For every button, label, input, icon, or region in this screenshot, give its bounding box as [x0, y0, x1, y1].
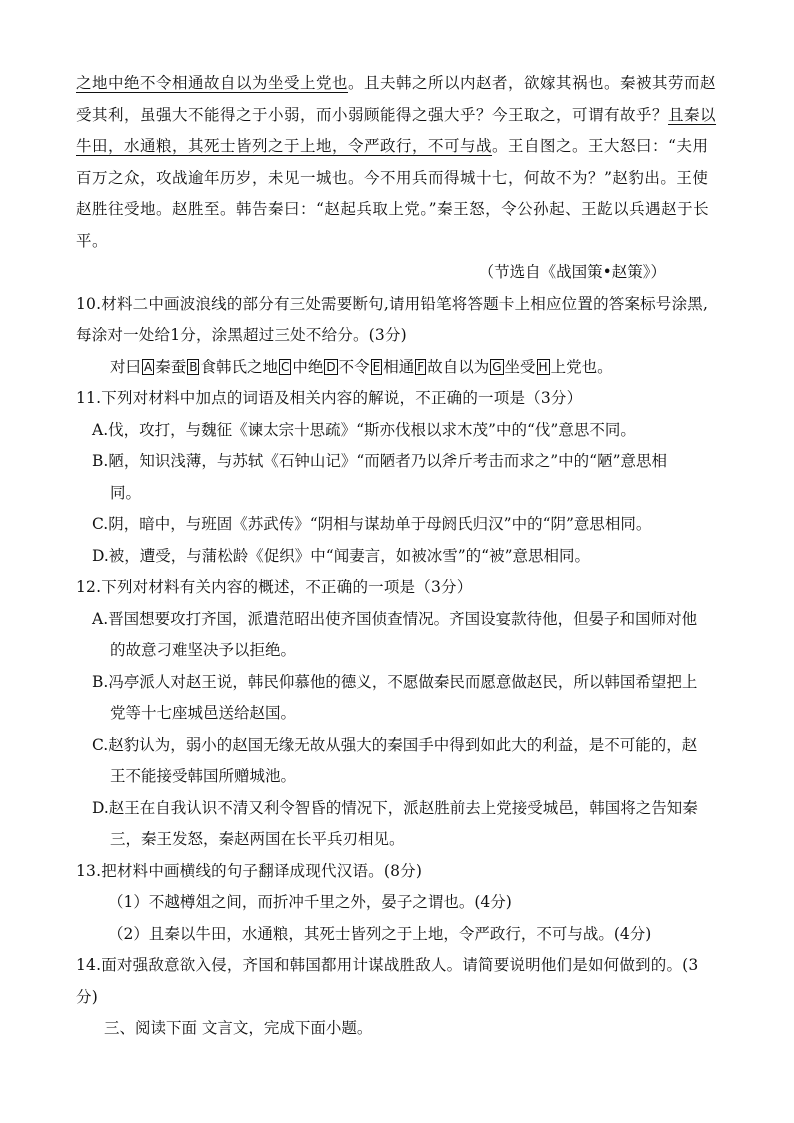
question-11-option-d: D.被，遭受，与蒲松龄《促织》中“闻妻言，如被冰雪”的“被”意思相同。 [92, 546, 591, 565]
question-13-stem: 13.把材料中画横线的句子翻译成现代汉语。(8分) [76, 861, 423, 880]
question-12-option-d: D.赵王在自我认识不清又利令智昏的情况下，派赵胜前去上党接受城邑，韩国将之告知秦 [92, 798, 698, 817]
wavy-underlined-text: 之地中绝不令相通故自以为坐受上党也 [76, 74, 349, 92]
underlined-sentence: 牛田，水通粮，其死士皆列之于上地，令严政行，不可与战 [76, 137, 493, 155]
question-10-stem: 10.材料二中画波浪线的部分有三处需要断句,请用铅笔将答题卡上相应位置的答案标号涂黑, [76, 294, 709, 313]
question-11-option-c: C.阴，暗中，与班固《苏武传》“阴相与谋劫单于母阏氏归汉”中的“阴”意思相同。 [92, 515, 652, 533]
answer-mark-f: F [417, 359, 425, 374]
question-12-option-d-cont: 三，秦王发怒，秦赵两国在长平兵刃相见。 [110, 830, 405, 848]
question-10-segments: 对曰 A 秦蚕 B 食韩氏之地 C 中绝 D 不令 E 相通 F 故自以为 G 坐受 H 上党也。 [110, 357, 613, 376]
section-three-heading: 三、阅读下面 文言文，完成下面小题。 [104, 1019, 373, 1037]
answer-mark-h: H [538, 359, 548, 374]
question-11-option-b: B.陋，知识浅薄，与苏轼《石钟山记》“而陋者乃以斧斤考击而求之”中的“陋”意思相 [92, 452, 668, 470]
question-13-sentence-1: （1）不越樽俎之间，而折冲千里之外，晏子之谓也。(4分) [108, 893, 512, 911]
question-13-sentence-2: （2）且秦以牛田，水通粮，其死士皆列之于上地，令严政行，不可与战。(4分) [108, 924, 652, 943]
question-10-stem-cont: 每涂对一处给1分，涂黑超过三处不给分。(3分) [76, 326, 407, 344]
question-12-option-a: A.晋国想要攻打齐国，派遣范昭出使齐国侦查情况。齐国设宴款待他，但晏子和国师对他 [92, 609, 698, 628]
answer-mark-a: A [144, 359, 153, 374]
answer-mark-c: C [281, 359, 290, 374]
underlined-sentence: 且秦以 [668, 105, 717, 124]
question-12-option-b: B.冯亭派人对赵王说，韩民仰慕他的德义，不愿做秦民而愿意做赵民，所以韩国希望把上 [92, 672, 698, 691]
question-12-option-a-cont: 的故意刁难坚决予以拒绝。 [110, 641, 297, 659]
passage-line-4: 百万之众，攻战逾年历岁，未见一城也。今不用兵而得城十七，何故不为？”赵豹出。王使 [76, 168, 709, 187]
passage-line-1: 之地中绝不令相通故自以为坐受上党也。且夫韩之所以内赵者，欲嫁其祸也。秦被其劳而赵 [76, 74, 717, 92]
question-14-stem-cont: 分) [76, 987, 98, 1006]
question-12-option-c-cont: 王不能接受韩国所赠城池。 [110, 767, 297, 785]
question-12-option-b-cont: 党等十七座城邑送给赵国。 [110, 704, 297, 722]
answer-mark-b: B [189, 359, 198, 374]
question-12-stem: 12.下列对材料有关内容的概述，不正确的一项是（3分） [76, 578, 473, 596]
answer-mark-d: D [326, 359, 336, 374]
exam-page [76, 68, 720, 1045]
answer-mark-e: E [372, 359, 381, 374]
passage-source: （节选自《战国策•赵策》） [478, 263, 666, 281]
answer-mark-g: G [492, 359, 502, 374]
question-11-option-a: A.伐，攻打，与魏征《谏太宗十思疏》“斯亦伐根以求木茂”中的“伐”意思不同。 [92, 420, 636, 439]
question-14-stem: 14.面对强敌意欲入侵，齐国和韩国都用计谋战胜敌人。请简要说明他们是如何做到的。(3 [76, 956, 699, 974]
question-11-option-b-cont: 同。 [110, 483, 142, 502]
passage-line-3: 牛田，水通粮，其死士皆列之于上地，令严政行，不可与战。王自图之。王大怒曰：“夫用 [76, 137, 709, 155]
passage-line-5: 赵胜往受地。赵胜至。韩告秦曰：“赵起兵取上党。”秦王怒，令公孙起、王龁以兵遇赵于长 [76, 200, 710, 218]
passage-line-6: 平。 [76, 231, 109, 250]
question-12-option-c: C.赵豹认为，弱小的赵国无缘无故从强大的秦国手中得到如此大的利益，是不可能的，赵 [92, 735, 698, 754]
passage-line-2: 受其利，虽强大不能得之于小弱，而小弱顾能得之强大乎？今王取之，可谓有故乎？且秦以 [76, 105, 717, 124]
question-11-stem: 11.下列对材料中加点的词语及相关内容的解说，不正确的一项是（3分） [76, 389, 583, 407]
